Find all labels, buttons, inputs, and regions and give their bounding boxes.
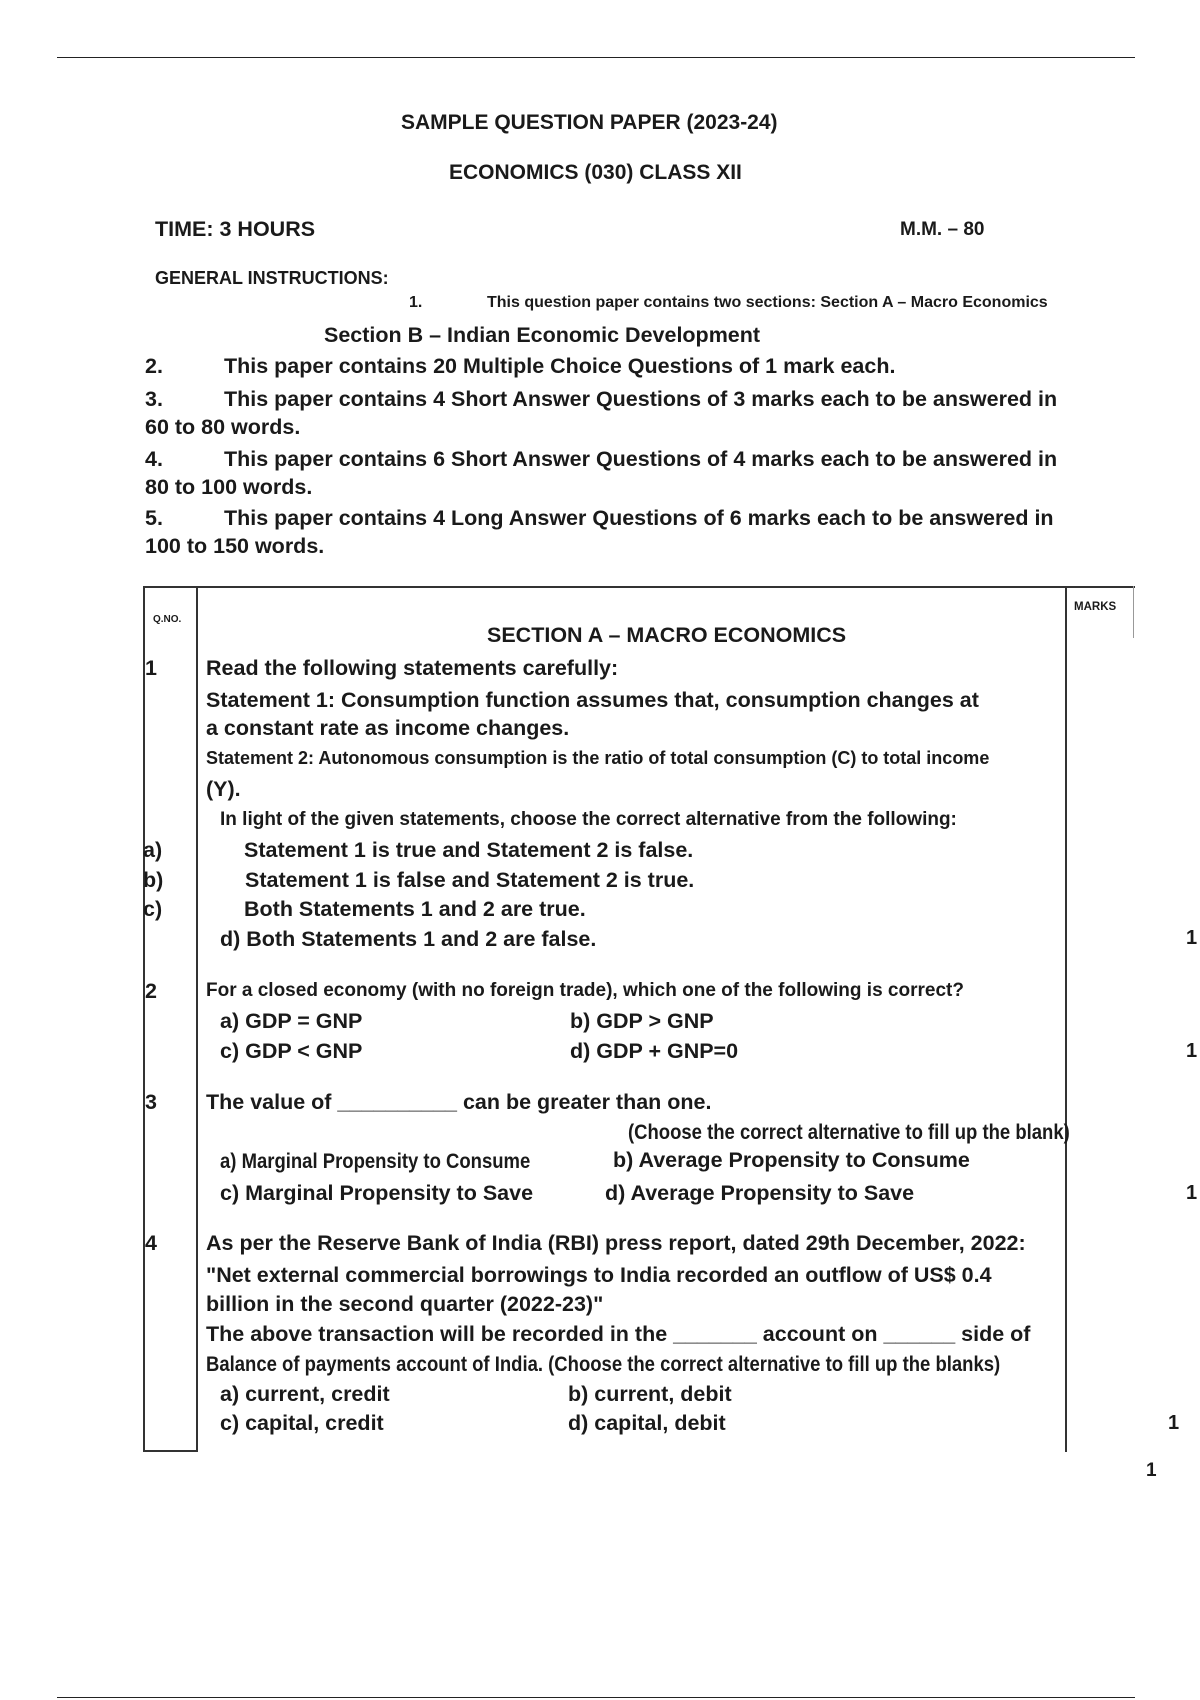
q1-option-d: d) Both Statements 1 and 2 are false.: [220, 927, 597, 951]
instruction-3-text: This paper contains 4 Short Answer Questions of 3 marks each to be answered in: [224, 387, 1058, 411]
table-right-border: [1133, 586, 1134, 638]
q1-statement-1-line-2: a constant rate as income changes.: [206, 716, 570, 740]
q3-option-b: b) Average Propensity to Consume: [613, 1148, 970, 1172]
q3-number: 3: [145, 1090, 157, 1114]
paper-title: SAMPLE QUESTION PAPER (2023-24): [401, 111, 778, 134]
q4-line-5: Balance of payments account of India. (Choose the correct alternative to fill up the blanks): [206, 1352, 1001, 1376]
instruction-5-text: This paper contains 4 Long Answer Questions of 6 marks each to be answered in: [224, 506, 1054, 530]
q4-marks: 1: [1168, 1412, 1180, 1434]
q2-option-b: b) GDP > GNP: [570, 1009, 714, 1033]
instruction-4-text: This paper contains 6 Short Answer Questions of 4 marks each to be answered in: [224, 447, 1058, 471]
q1-marks: 1: [1186, 927, 1198, 949]
top-rule: [57, 57, 1135, 58]
q1-prompt: In light of the given statements, choose the correct alternative from the following:: [220, 809, 957, 830]
q3-option-c: c) Marginal Propensity to Save: [220, 1181, 534, 1205]
q3-marks: 1: [1186, 1182, 1198, 1204]
instruction-1-continuation: Section B – Indian Economic Development: [324, 323, 761, 347]
instruction-3-number: 3.: [145, 387, 163, 411]
q2-option-d: d) GDP + GNP=0: [570, 1039, 739, 1063]
q4-line-2: "Net external commercial borrowings to India recorded an outflow of US$ 0.4: [206, 1263, 992, 1287]
q4-line-1: As per the Reserve Bank of India (RBI) press report, dated 29th December, 2022:: [206, 1231, 1026, 1255]
section-a-title: SECTION A – MACRO ECONOMICS: [487, 623, 847, 647]
instruction-4-number: 4.: [145, 447, 163, 471]
q4-line-3: billion in the second quarter (2022-23)": [206, 1292, 604, 1316]
time-allowed: TIME: 3 HOURS: [155, 217, 316, 241]
bottom-rule: [57, 1697, 1135, 1698]
q2-option-a: a) GDP = GNP: [220, 1009, 363, 1033]
instruction-2-number: 2.: [145, 354, 163, 378]
max-marks: M.M. – 80: [900, 219, 985, 240]
q1-option-b-label: b): [143, 868, 164, 892]
q2-marks: 1: [1186, 1040, 1198, 1062]
q1-statement-2-line-1: Statement 2: Autonomous consumption is the ratio of total consumption (C) to total income: [206, 748, 990, 768]
q3-text: The value of __________ can be greater than one.: [206, 1090, 712, 1114]
table-left-border: [143, 586, 145, 1452]
q1-option-a-label: a): [143, 838, 163, 862]
q4-option-a: a) current, credit: [220, 1382, 390, 1406]
q1-statement-1-line-1: Statement 1: Consumption function assumes that, consumption changes at: [206, 688, 979, 712]
instruction-3-continuation: 60 to 80 words.: [145, 415, 301, 439]
q2-number: 2: [145, 979, 157, 1003]
q1-option-a: Statement 1 is true and Statement 2 is false.: [244, 838, 694, 862]
q1-option-c-label: c): [143, 897, 163, 921]
q3-option-d: d) Average Propensity to Save: [605, 1181, 915, 1205]
q3-option-a: a) Marginal Propensity to Consume: [220, 1149, 531, 1173]
instructions-heading: GENERAL INSTRUCTIONS:: [155, 268, 389, 288]
paper-subtitle: ECONOMICS (030) CLASS XII: [449, 161, 742, 184]
instruction-1-number: 1.: [409, 294, 423, 311]
qno-header: Q.NO.: [153, 614, 182, 625]
instruction-1-text: This question paper contains two sections: Section A – Macro Economics: [487, 294, 1048, 311]
q4-line-4: The above transaction will be recorded in the _______ account on ______ side of: [206, 1322, 1031, 1346]
q4-option-c: c) capital, credit: [220, 1411, 384, 1435]
qno-column-divider: [196, 586, 198, 1452]
q2-option-c: c) GDP < GNP: [220, 1039, 363, 1063]
q4-option-b: b) current, debit: [568, 1382, 732, 1406]
instruction-5-number: 5.: [145, 506, 163, 530]
q3-instruction-note: (Choose the correct alternative to fill up the blank): [628, 1120, 1070, 1144]
page-number: 1: [1146, 1460, 1157, 1481]
q4-option-d: d) capital, debit: [568, 1411, 726, 1435]
q1-statement-2-line-2: (Y).: [206, 777, 241, 801]
instruction-5-continuation: 100 to 150 words.: [145, 534, 325, 558]
marks-column-divider: [1065, 586, 1067, 1452]
q1-number: 1: [145, 656, 157, 680]
instruction-2-text: This paper contains 20 Multiple Choice Questions of 1 mark each.: [224, 354, 896, 378]
q4-number: 4: [145, 1231, 157, 1255]
q1-option-b: Statement 1 is false and Statement 2 is true.: [245, 868, 695, 892]
table-top-border: [143, 586, 1135, 588]
instruction-4-continuation: 80 to 100 words.: [145, 475, 313, 499]
qno-column-bottom: [143, 1450, 197, 1452]
q2-text: For a closed economy (with no foreign trade), which one of the following is correct?: [206, 980, 964, 1001]
q1-intro: Read the following statements carefully:: [206, 656, 619, 680]
q1-option-c: Both Statements 1 and 2 are true.: [244, 897, 586, 921]
marks-header: MARKS: [1074, 601, 1117, 613]
